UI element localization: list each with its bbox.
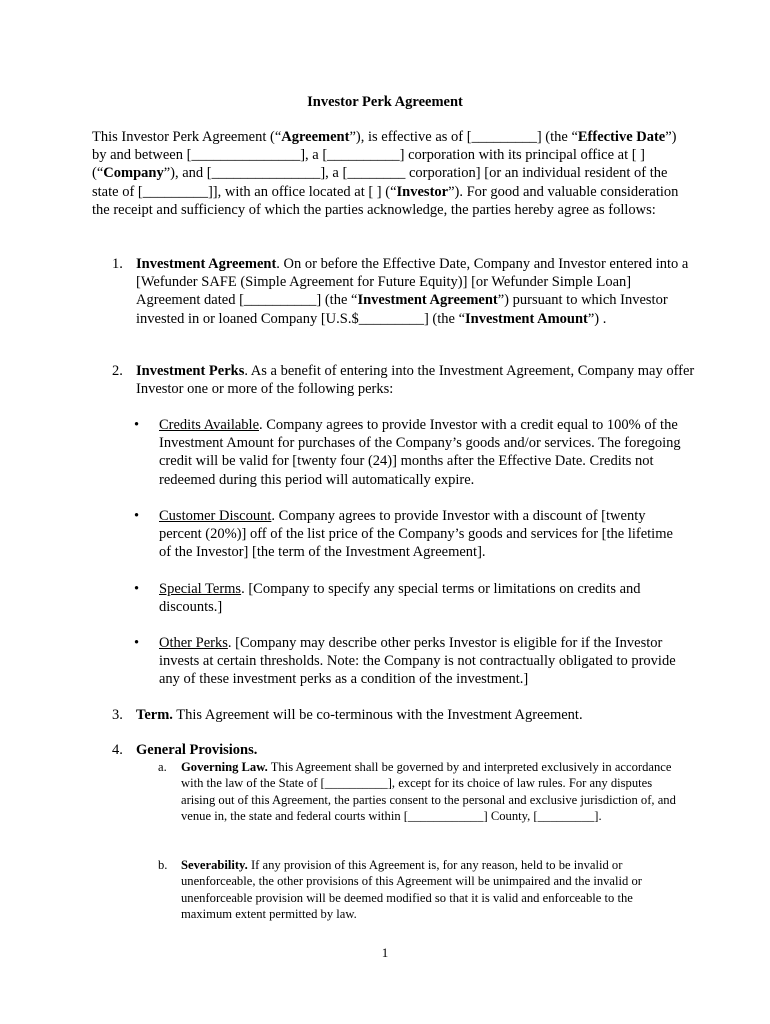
provision-governing-law bbox=[158, 759, 685, 824]
bullet-icon: • bbox=[134, 508, 140, 524]
perk-text: Special Terms. [Company to specify any special terms or limitations on credits and discounts.] bbox=[159, 581, 641, 616]
provision-letter: a. bbox=[158, 760, 167, 774]
perk-customer-discount bbox=[134, 507, 682, 562]
bullet-icon: • bbox=[134, 581, 140, 597]
perk-text: Customer Discount. Company agrees to provide Investor with a discount of [twenty percent (20%)] off of the list price of the Company’s goods and services for [the lifetime of the Investor] [the term of the Investment Agreement]. bbox=[159, 508, 673, 561]
provision-letter: b. bbox=[158, 858, 168, 872]
bullet-icon: • bbox=[134, 635, 140, 651]
section-general-provisions bbox=[112, 741, 697, 759]
perk-other-perks bbox=[134, 634, 682, 689]
intro-paragraph: This Investor Perk Agreement (“Agreement”), is effective as of [_________] (the “Effective Date”) by and between [_______________], a [__________] corporation with its principal office at [ ] (“Company”), and [_______________], a [________ corporation] [or an individual resident of the state of [_________]], with an office located at [ ] (“Investor”). For good and valuable consideration the receipt and sufficiency of which the parties acknowledge, the parties hereby agree as follows: bbox=[92, 129, 679, 218]
section-text: Investment Agreement. On or before the Effective Date, Company and Investor entered into a [Wefunder SAFE (Simple Agreement for Future Equity)] [or Wefunder Simple Loan] Agreement dated [__________] (the “Investment Agreement”) pursuant to which Investor invested in or loaned Company [U.S.$_________] (the “Investment Amount”) . bbox=[136, 256, 689, 327]
section-investment-agreement bbox=[112, 255, 697, 328]
section-number: 2. bbox=[112, 363, 123, 379]
section-text: Investment Perks. As a benefit of entering into the Investment Agreement, Company may offer Investor one or more of the following perks: bbox=[136, 363, 695, 398]
provision-text: Severability. If any provision of this Agreement is, for any reason, held to be invalid or unenforceable, the other provisions of this Agreement will be unimpaired and the invalid or unenforceable provision will be deemed modified so that it is valid and enforceable to the maximum extent permitted by law. bbox=[181, 858, 642, 921]
section-term bbox=[112, 706, 697, 724]
section-heading: General Provisions. bbox=[136, 742, 258, 758]
section-number: 1. bbox=[112, 256, 123, 272]
perk-credits-available bbox=[134, 416, 682, 489]
section-number: 4. bbox=[112, 742, 123, 758]
provision-text: Governing Law. This Agreement shall be governed by and interpreted exclusively in accordance with the law of the State of [__________], except for its choice of law rules. For any disputes arising out of this Agreement, the parties consent to the personal and exclusive jurisdiction of, and venue in, the state and federal courts within [____________] County, [_________]. bbox=[181, 760, 676, 823]
perk-text: Credits Available. Company agrees to provide Investor with a credit equal to 100% of the Investment Amount for purchases of the Company’s goods and/or services. The foregoing credit will be valid for [twenty four (24)] months after the Effective Date. Credits not redeemed during this period will automatically expire. bbox=[159, 417, 681, 488]
perk-special-terms bbox=[134, 580, 682, 616]
section-text: Term. This Agreement will be co-terminous with the Investment Agreement. bbox=[136, 707, 583, 723]
section-number: 3. bbox=[112, 707, 123, 723]
page-number: 1 bbox=[381, 945, 389, 960]
document-title: Investor Perk Agreement bbox=[307, 94, 463, 110]
perk-text: Other Perks. [Company may describe other perks Investor is eligible for if the Investor invests at certain thresholds. Note: the Company is not contractually obligated to provide any of these investment perks as a condition of the investment.] bbox=[159, 635, 676, 688]
bullet-icon: • bbox=[134, 417, 140, 433]
provision-severability bbox=[158, 857, 685, 922]
section-investment-perks bbox=[112, 362, 697, 398]
